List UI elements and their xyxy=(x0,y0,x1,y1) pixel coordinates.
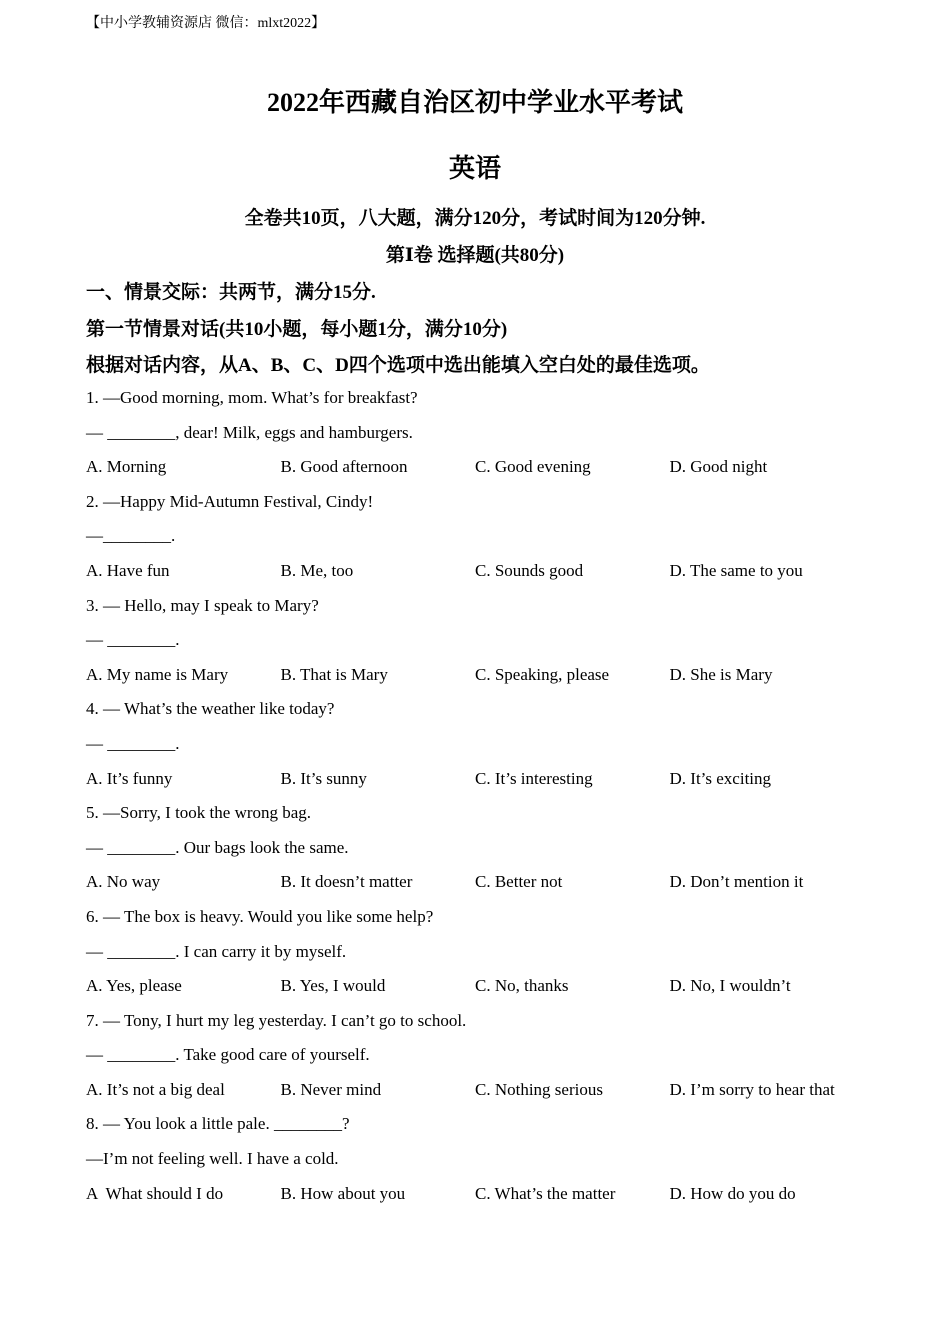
option-c: C. Speaking, please xyxy=(475,664,610,684)
question-response: — ________. xyxy=(86,733,180,753)
question-response: — ________, dear! Milk, eggs and hamburgers. xyxy=(86,422,413,442)
option-c: C. Good evening xyxy=(475,457,591,477)
option-b: B. Never mind xyxy=(280,1079,382,1099)
option-row xyxy=(86,1182,886,1217)
option-a: A. Morning xyxy=(86,457,167,477)
question-prompt: 7. — Tony, I hurt my leg yesterday. I can’t go to school. xyxy=(86,1010,467,1030)
option-b: B. Good afternoon xyxy=(280,457,408,477)
question-prompt: 4. — What’s the weather like today? xyxy=(86,699,335,719)
question-prompt: 3. — Hello, may I speak to Mary? xyxy=(86,595,319,615)
question-prompt: 6. — The box is heavy. Would you like some help? xyxy=(86,906,434,926)
subject-title: 英语 xyxy=(448,154,501,183)
option-d: D. No, I wouldn’t xyxy=(669,976,791,996)
option-row xyxy=(86,559,886,594)
option-c: C. It’s interesting xyxy=(475,768,593,788)
question-response: — ________. I can carry it by myself. xyxy=(86,941,347,961)
instruction: 根据对话内容，从A、B、C、D四个选项中选出能填入空白处的最佳选项。 xyxy=(86,355,710,376)
option-row xyxy=(86,455,886,490)
question-7 xyxy=(86,1009,886,1113)
option-a: A. Have fun xyxy=(86,560,170,580)
option-d: D. How do you do xyxy=(669,1183,796,1203)
question-3 xyxy=(86,594,886,698)
option-c: C. No, thanks xyxy=(475,976,569,996)
option-c: C. Nothing serious xyxy=(475,1079,603,1099)
volume-heading: 第Ⅰ卷 选择题(共80分) xyxy=(385,245,565,266)
question-response: — ________. xyxy=(86,630,180,650)
option-b: B. It doesn’t matter xyxy=(280,872,413,892)
option-a: A. My name is Mary xyxy=(86,664,229,684)
option-d: D. The same to you xyxy=(669,560,803,580)
part-heading: 第一节情景对话(共10小题，每小题1分，满分10分) xyxy=(86,319,508,340)
question-response: — ________. Take good care of yourself. xyxy=(86,1045,370,1065)
question-2 xyxy=(86,490,886,594)
option-d: D. It’s exciting xyxy=(669,768,772,788)
option-c: C. Sounds good xyxy=(475,560,584,580)
option-b: B. It’s sunny xyxy=(280,768,367,788)
question-prompt: 1. —Good morning, mom. What’s for breakfast? xyxy=(86,388,418,407)
question-prompt: 2. —Happy Mid-Autumn Festival, Cindy! xyxy=(86,491,374,511)
option-a: A. It’s not a big deal xyxy=(86,1079,225,1099)
option-b: B. How about you xyxy=(280,1183,406,1203)
question-5 xyxy=(86,801,886,905)
question-4 xyxy=(86,697,886,801)
section-heading: 一、情景交际：共两节，满分15分. xyxy=(86,282,376,303)
question-8 xyxy=(86,1112,886,1216)
header-note: 【中小学教辅资源店 微信：mlxt2022】 xyxy=(86,16,326,31)
option-c: C. Better not xyxy=(475,872,563,892)
question-response: —I’m not feeling well. I have a cold. xyxy=(86,1149,339,1169)
option-a: A What should I do xyxy=(86,1183,224,1203)
option-row xyxy=(86,870,886,905)
exam-title: 2022年西藏自治区初中学业水平考试 xyxy=(266,88,683,117)
question-prompt: 5. —Sorry, I took the wrong bag. xyxy=(86,803,312,823)
option-a: A. It’s funny xyxy=(86,768,173,788)
option-d: D. She is Mary xyxy=(669,664,773,684)
question-response: — ________. Our bags look the same. xyxy=(86,837,349,857)
option-a: A. No way xyxy=(86,872,161,892)
option-b: B. That is Mary xyxy=(280,664,388,684)
option-c: C. What’s the matter xyxy=(475,1183,616,1203)
question-response: —________. xyxy=(86,526,176,546)
question-list xyxy=(86,386,886,1216)
question-1 xyxy=(86,386,886,490)
question-prompt: 8. — You look a little pale. ________? xyxy=(86,1114,350,1134)
option-b: B. Me, too xyxy=(280,560,354,580)
option-row xyxy=(86,767,886,802)
option-d: D. Good night xyxy=(669,457,768,477)
exam-info: 全卷共10页，八大题，满分120分，考试时间为120分钟. xyxy=(244,208,706,229)
question-6 xyxy=(86,905,886,1009)
option-row xyxy=(86,663,886,698)
option-d: D. I’m sorry to hear that xyxy=(669,1079,835,1099)
option-a: A. Yes, please xyxy=(86,976,182,996)
option-row xyxy=(86,974,886,1009)
option-row xyxy=(86,1078,886,1113)
option-b: B. Yes, I would xyxy=(280,976,386,996)
option-d: D. Don’t mention it xyxy=(669,872,804,892)
